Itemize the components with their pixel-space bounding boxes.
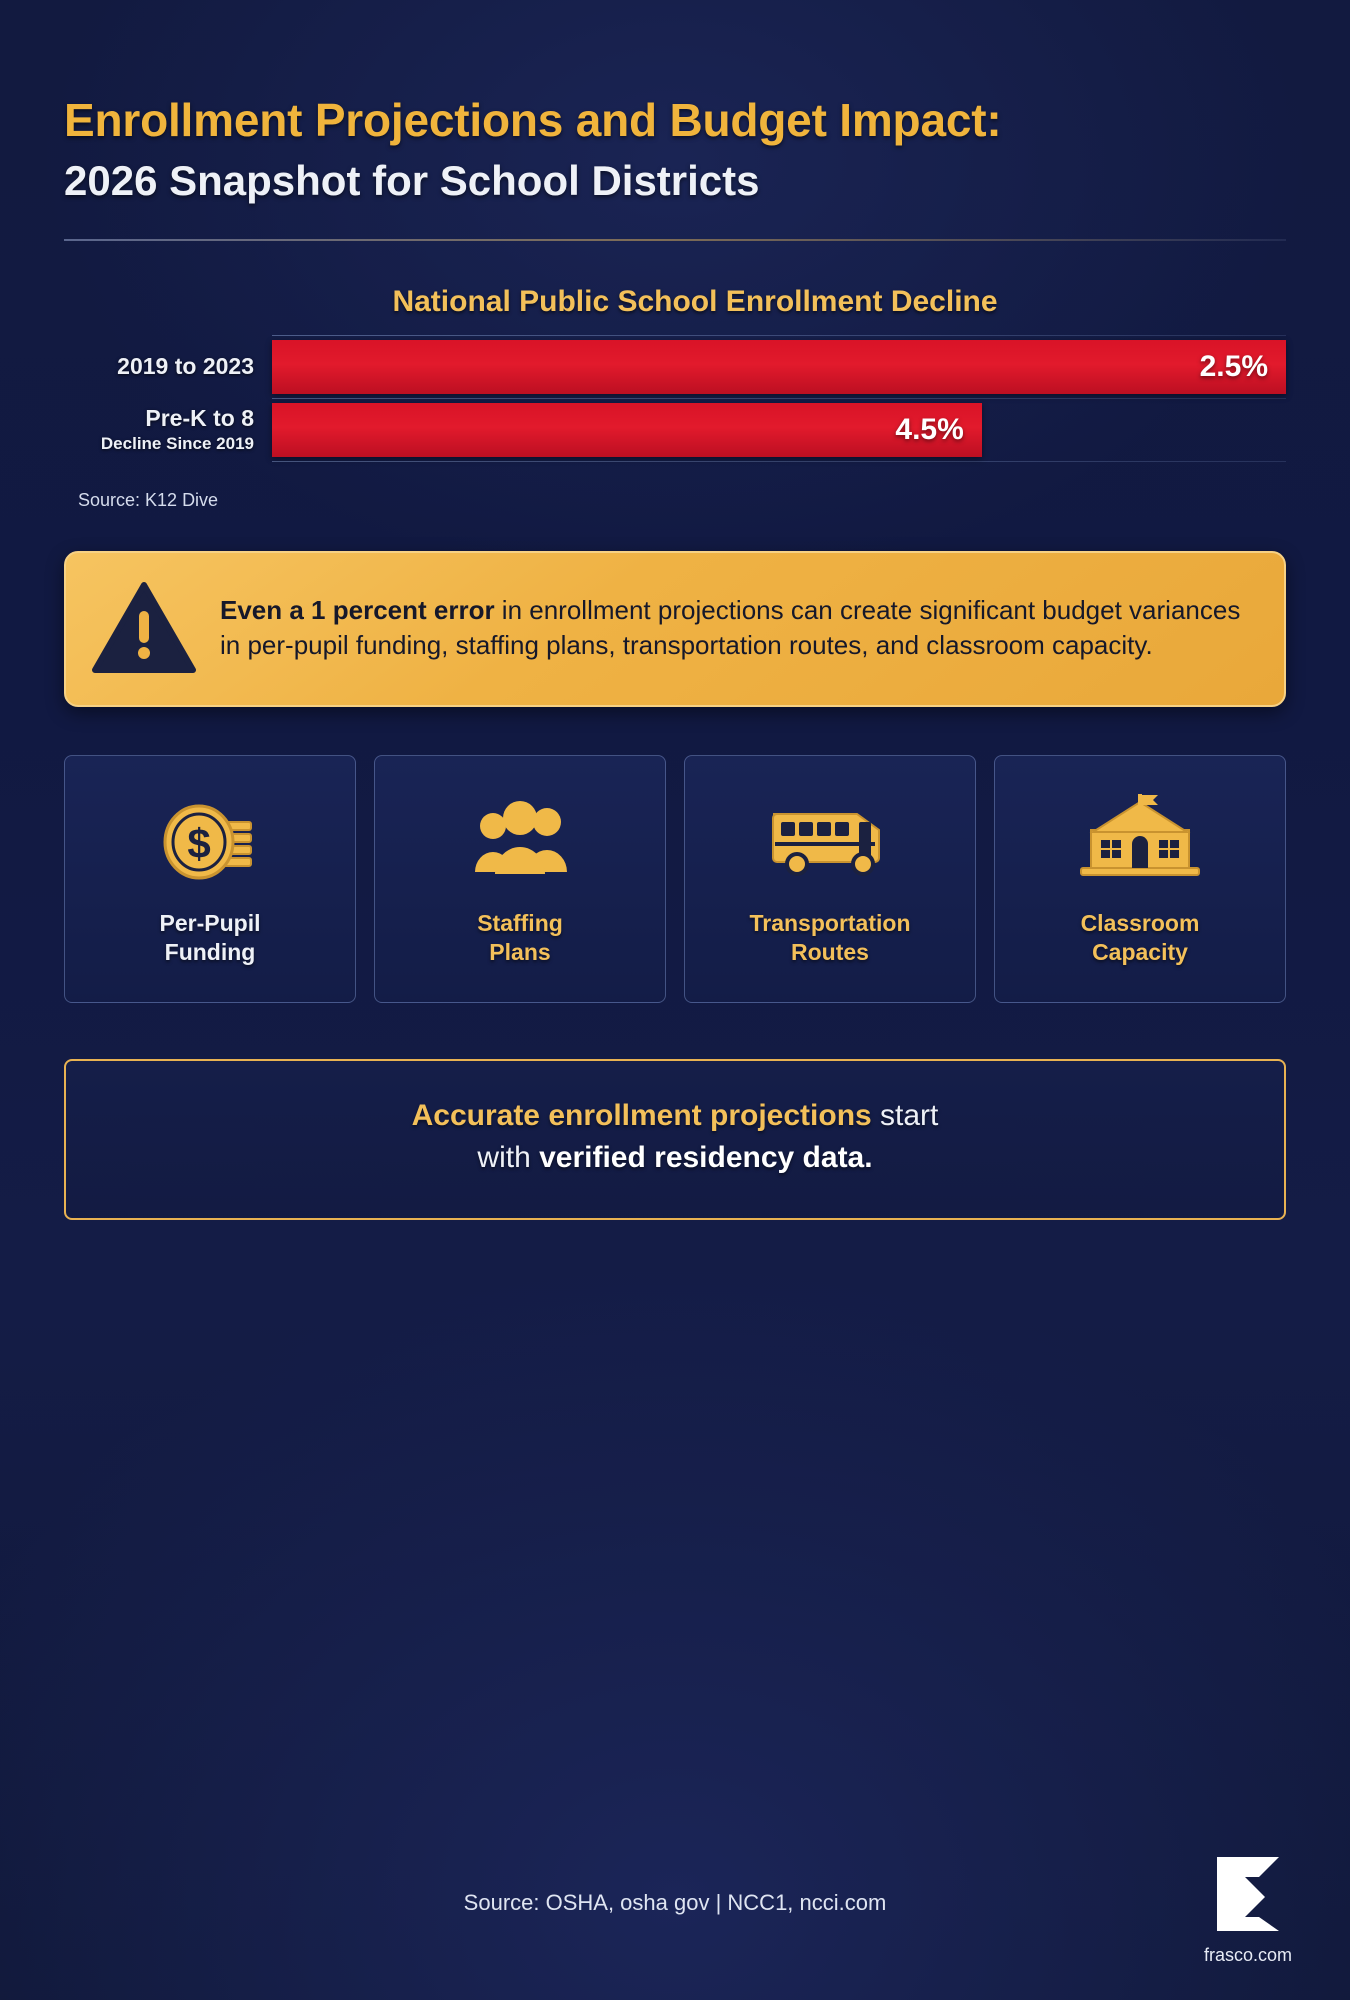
frasco-logo-icon — [1205, 1851, 1291, 1937]
impact-card-staffing-plans[interactable] — [374, 755, 666, 1003]
page-title-secondary: 2026 Snapshot for School Districts — [64, 157, 760, 205]
chart-bar-row-1 — [64, 399, 1286, 461]
chart-bar-label-1-main: Pre-K to 8 — [145, 405, 254, 432]
chart-bar-fill-1 — [272, 403, 982, 457]
header — [64, 0, 1286, 241]
warning-callout — [64, 551, 1286, 707]
footer-source: Source: OSHA, osha gov | NCC1, ncci.com — [463, 1890, 887, 1915]
coin-dollar-icon — [155, 791, 265, 887]
impact-card-per-pupil-funding[interactable] — [64, 755, 356, 1003]
chart-bar-value-1: 4.5% — [895, 412, 964, 446]
people-group-icon — [465, 791, 575, 887]
chart-bar-label-1-sub: Decline Since 2019 — [100, 434, 254, 454]
cta-line-2-lead: with — [477, 1141, 540, 1175]
svg-text:$: $ — [187, 819, 211, 867]
cta-line-2 — [96, 1137, 1254, 1180]
impact-card-classroom-capacity[interactable] — [994, 755, 1286, 1003]
impact-card-list — [64, 755, 1286, 1003]
cta-line-1 — [96, 1095, 1254, 1138]
impact-card-label-3-line2: Capacity — [1092, 938, 1188, 965]
impact-card-label-0 — [160, 909, 261, 967]
brand-block — [1204, 1851, 1292, 1966]
impact-card-label-1 — [477, 909, 563, 967]
warning-callout-text — [220, 593, 1250, 663]
chart-plot-area — [64, 335, 1286, 462]
impact-card-label-2-line1: Transportation — [749, 909, 911, 936]
impact-card-label-0-line2: Funding — [164, 938, 256, 965]
chart-title: National Public School Enrollment Decline — [392, 284, 998, 318]
impact-card-label-2 — [749, 909, 910, 967]
school-building-icon — [1077, 791, 1203, 887]
impact-card-label-3-line1: Classroom — [1080, 909, 1200, 936]
school-bus-icon — [765, 791, 895, 887]
cta-banner — [64, 1059, 1286, 1220]
impact-card-label-1-line2: Plans — [489, 938, 551, 965]
cta-line-1-bold: Accurate enrollment projections — [411, 1098, 872, 1132]
impact-card-label-3 — [1081, 909, 1200, 967]
cta-line-2-bold: verified residency data. — [539, 1141, 873, 1175]
chart-bar-row-0 — [64, 336, 1286, 398]
enrollment-decline-chart — [64, 285, 1286, 511]
impact-card-label-1-line1: Staffing — [477, 909, 563, 936]
chart-bar-label-0-main: 2019 to 2023 — [117, 352, 254, 379]
header-divider — [64, 239, 1286, 241]
impact-card-label-0-line1: Per-Pupil — [159, 909, 261, 936]
chart-bar-value-0: 2.5% — [1199, 349, 1268, 383]
impact-card-transportation-routes[interactable] — [684, 755, 976, 1003]
chart-source-note: Source: K12 Dive — [78, 489, 219, 510]
warning-callout-lead: Even a 1 percent error — [220, 594, 495, 625]
impact-card-label-2-line2: Routes — [791, 938, 869, 965]
warning-callout-body: in enrollment projections can create significant budget variances in per-pupil funding, staffing plans, transportation routes, and classroom capacity. — [220, 594, 1241, 660]
page-title-primary: Enrollment Projections and Budget Impact: — [64, 94, 1002, 146]
warning-triangle-icon — [92, 581, 196, 675]
chart-bar-label-1 — [64, 406, 272, 453]
brand-name: frasco.com — [1203, 1945, 1292, 1965]
chart-bar-fill-0 — [272, 340, 1286, 394]
chart-bar-label-0 — [64, 354, 272, 380]
chart-gridline-bottom — [272, 461, 1286, 462]
chart-bar-track-1 — [272, 399, 1286, 461]
cta-line-1-rest: start — [871, 1098, 939, 1132]
chart-bar-track-0 — [272, 336, 1286, 398]
